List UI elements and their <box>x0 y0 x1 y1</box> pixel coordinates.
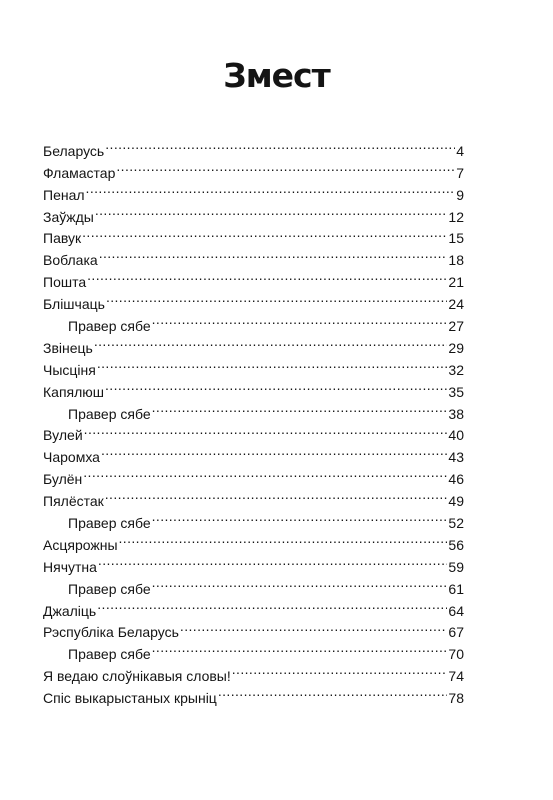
toc-entry-label: Пялёстак <box>43 493 104 510</box>
toc-entry-label: Правер сябе <box>68 646 151 663</box>
toc-entry-page-number: 52 <box>448 515 464 532</box>
toc-entry-page-number: 70 <box>448 646 464 663</box>
toc-entry-page-number: 49 <box>448 493 464 510</box>
toc-entry-label: Нячутна <box>43 558 97 575</box>
toc-entry-label: Джаліць <box>43 602 97 619</box>
toc-entry-page-number: 64 <box>448 602 464 619</box>
toc-entry <box>43 243 464 269</box>
toc-entry-page-number: 21 <box>448 274 464 291</box>
toc-entry-page-number: 59 <box>448 558 464 575</box>
toc-entry-page-number: 40 <box>448 427 464 444</box>
toc-dot-leader <box>232 659 448 681</box>
toc-dot-leader <box>152 397 448 419</box>
table-of-contents <box>43 134 464 707</box>
toc-entry-page-number: 38 <box>448 405 464 422</box>
toc-entry <box>43 594 464 619</box>
toc-subentry <box>43 572 464 597</box>
toc-dot-leader <box>105 484 448 506</box>
toc-entry-label: Заўжды <box>43 208 94 225</box>
toc-entry <box>43 331 464 356</box>
toc-dot-leader <box>105 134 455 156</box>
toc-entry-label: Правер сябе <box>68 580 151 597</box>
toc-dot-leader <box>97 594 447 616</box>
toc-entry-label: Беларусь <box>43 142 105 159</box>
toc-entry-page-number: 15 <box>448 230 464 247</box>
toc-dot-leader <box>152 309 448 331</box>
toc-entry <box>43 200 464 225</box>
toc-entry-label: Чысціня <box>43 361 96 378</box>
toc-dot-leader <box>95 200 448 222</box>
toc-entry-label: Спіс выкарыстаных крыніц <box>43 690 217 707</box>
toc-dot-leader <box>116 156 455 178</box>
toc-entry-label: Асцярожны <box>43 536 118 553</box>
toc-entry-page-number: 9 <box>456 186 464 203</box>
toc-dot-leader <box>218 681 448 703</box>
toc-dot-leader <box>119 528 448 550</box>
toc-dot-leader <box>152 572 448 594</box>
toc-entry-page-number: 61 <box>448 580 464 597</box>
toc-entry-label: Павук <box>43 230 82 247</box>
toc-dot-leader <box>105 375 447 397</box>
toc-entry-label: Капялюш <box>43 383 105 400</box>
toc-subentry <box>43 309 464 335</box>
toc-entry <box>43 287 464 313</box>
toc-entry-page-number: 24 <box>448 296 464 313</box>
toc-entry <box>43 440 464 466</box>
toc-dot-leader <box>82 222 447 244</box>
toc-entry-page-number: 27 <box>448 318 464 335</box>
toc-entry-label: Звінець <box>43 339 93 356</box>
toc-dot-leader <box>180 616 448 638</box>
toc-entry <box>43 550 464 575</box>
toc-entry-label: Фламастар <box>43 164 116 181</box>
toc-dot-leader <box>152 637 448 659</box>
toc-entry-label: Булён <box>43 471 83 488</box>
toc-entry <box>43 134 464 159</box>
toc-entry <box>43 265 464 291</box>
toc-dot-leader <box>84 419 448 441</box>
toc-subentry <box>43 397 464 422</box>
toc-dot-leader <box>99 243 448 265</box>
toc-entry-label: Воблака <box>43 252 98 269</box>
toc-entry-page-number: 12 <box>448 208 464 225</box>
toc-entry <box>43 178 464 203</box>
toc-entry-label: Пошта <box>43 274 87 291</box>
toc-entry-label: Блішчаць <box>43 296 105 313</box>
toc-entry-page-number: 32 <box>448 361 464 378</box>
toc-entry-page-number: 43 <box>448 449 464 466</box>
toc-entry <box>43 156 464 181</box>
toc-entry <box>43 222 464 247</box>
toc-dot-leader <box>86 178 456 200</box>
toc-entry <box>43 616 464 641</box>
toc-dot-leader <box>97 353 448 375</box>
toc-dot-leader <box>83 462 447 484</box>
toc-entry-page-number: 4 <box>456 142 464 159</box>
toc-entry-page-number: 74 <box>448 668 464 685</box>
toc-entry-page-number: 56 <box>448 536 464 553</box>
toc-entry-label: Чаромха <box>43 449 100 466</box>
toc-dot-leader <box>87 265 447 287</box>
toc-entry-page-number: 78 <box>448 690 464 707</box>
page-title: Змест <box>223 56 330 95</box>
toc-entry-page-number: 7 <box>456 164 464 181</box>
toc-entry-label: Вулей <box>43 427 83 444</box>
toc-entry-label: Правер сябе <box>68 405 151 422</box>
toc-entry-page-number: 29 <box>448 339 464 356</box>
toc-entry <box>43 419 464 444</box>
toc-entry-label: Я ведаю слоўнікавыя словы! <box>43 668 231 685</box>
toc-entry-page-number: 18 <box>448 252 464 269</box>
toc-dot-leader <box>94 331 448 353</box>
toc-subentry <box>43 506 464 532</box>
toc-entry <box>43 484 464 510</box>
toc-entry-label: Рэспубліка Беларусь <box>43 624 179 641</box>
toc-entry-page-number: 35 <box>448 383 464 400</box>
toc-dot-leader <box>152 506 448 528</box>
toc-dot-leader <box>101 440 447 462</box>
toc-entry <box>43 375 464 400</box>
toc-entry-page-number: 46 <box>448 471 464 488</box>
toc-entry <box>43 462 464 488</box>
toc-dot-leader <box>106 287 447 309</box>
toc-entry <box>43 353 464 378</box>
toc-entry-page-number: 67 <box>448 624 464 641</box>
toc-entry-label: Правер сябе <box>68 515 151 532</box>
toc-entry-label: Пенал <box>43 186 85 203</box>
toc-dot-leader <box>98 550 448 572</box>
toc-entry-label: Правер сябе <box>68 318 151 335</box>
